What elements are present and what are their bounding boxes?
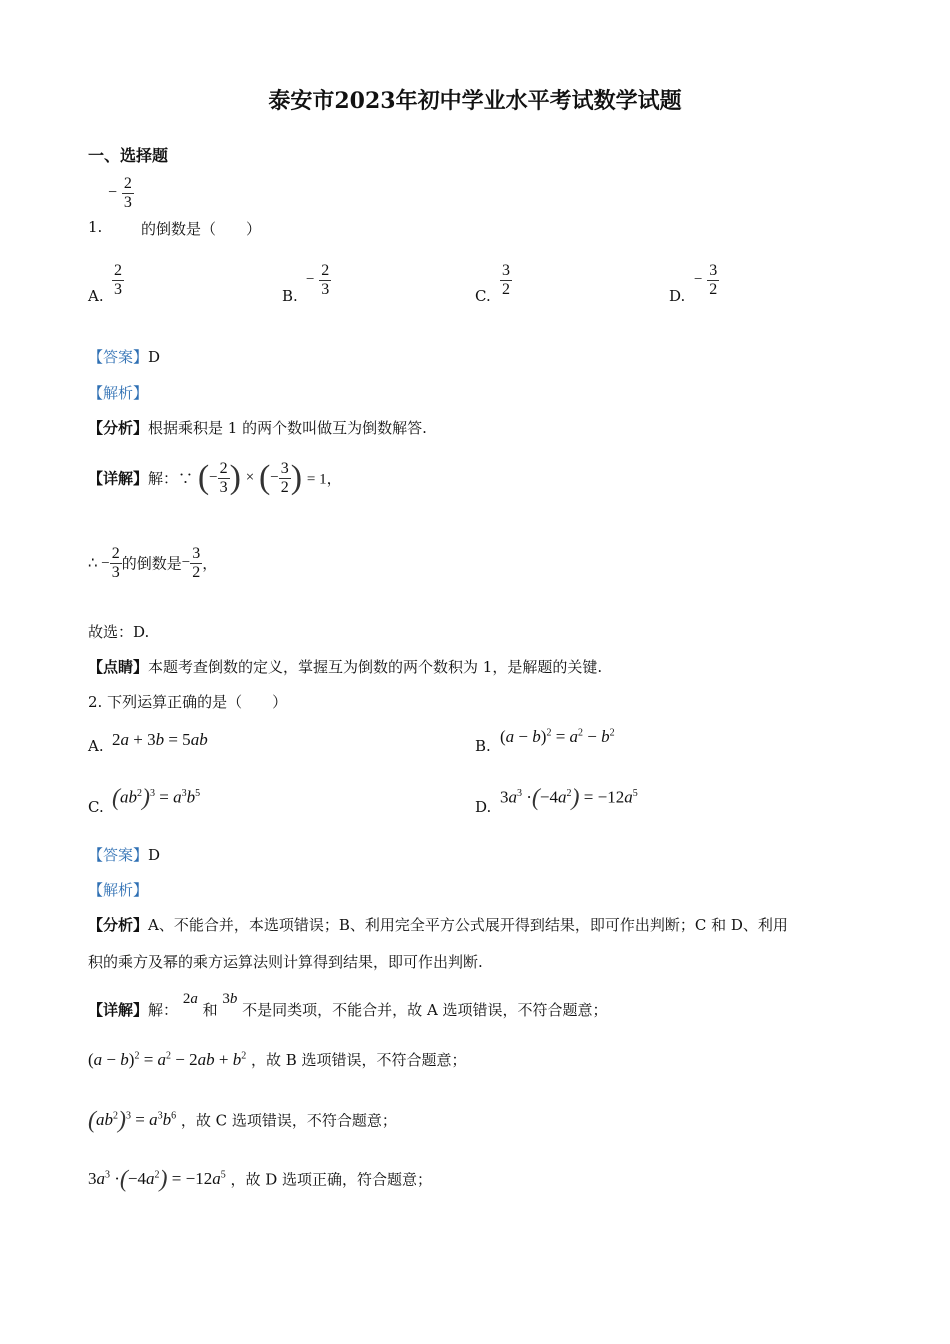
q2-detail-a: 【详解】解： 2a 和 3b 不是同类项，不能合并，故 A 选项错误，不符合题意； [88, 991, 608, 1019]
q1-option-d[interactable]: − $\frac{3}{2}$ [694, 262, 718, 298]
q2-stem: 2. 下列运算正确的是（ ） [88, 693, 288, 711]
q2-detail-c: $(ab^2)^3 = a^3b^6$ ，故 C 选项错误，不符合题意； [88, 1108, 397, 1134]
q2-option-d-label: D. [475, 798, 492, 816]
section-heading: 一、选择题 [88, 146, 169, 165]
q2-option-b[interactable]: $(a - b)^2 = a^2 - b^2$ [500, 727, 615, 746]
q1-option-a-label: A. [88, 287, 104, 305]
q2-option-c-label: C. [88, 798, 104, 816]
q1-comment: 【点睛】本题考查倒数的定义，掌握互为倒数的两个数积为 1，是解题的关键. [88, 658, 603, 676]
q1-detail: 【详解】解：∵ (− $\frac{2}{3}$ ) × (− $\frac{3}{2}$ ) = 1， [88, 459, 342, 496]
q1-choose: 故选：D. [88, 623, 150, 641]
q1-option-d-label: D. [669, 287, 686, 305]
q1-option-c[interactable]: $\frac{3}{2}$ [502, 262, 510, 298]
q1-therefore: ∴ − $\frac{2}{3}$ 的倒数是− $\frac{3}{2}$ ， [88, 545, 218, 581]
q2-option-d[interactable]: $3a^3 \cdot(-4a^2) = -12a^5$ [500, 785, 638, 811]
q2-option-b-label: B. [475, 737, 491, 755]
page-title: 泰安市2023年初中学业水平考试数学试题 [268, 88, 682, 114]
q2-detail-b: $(a - b)^2 = a^2 - 2ab + b^2$ ，故 B 选项错误，不符合题意； [88, 1050, 467, 1069]
q2-option-a[interactable]: 2a + 3b = 5ab [112, 730, 208, 749]
q1-answer: 【答案】D [88, 348, 161, 366]
q2-analysis-tag: 【解析】 [88, 881, 149, 899]
q2-option-c[interactable]: $(ab^2)^3 = a^3b^5$ [112, 785, 201, 811]
q2-option-a-label: A. [88, 737, 104, 755]
q1-number: 1. [88, 218, 103, 236]
q1-fenxi: 【分析】根据乘积是 1 的两个数叫做互为倒数解答. [88, 419, 427, 437]
q1-option-b[interactable]: − $\frac{2}{3}$ [306, 262, 330, 298]
q2-answer: 【答案】D [88, 846, 161, 864]
q1-option-b-label: B. [282, 287, 298, 305]
q2-fenxi-line1: 【分析】A、不能合并，本选项错误；B、利用完全平方公式展开得到结果，即可作出判断；C 和 D、利用 [88, 916, 788, 934]
q1-option-c-label: C. [475, 287, 491, 305]
q1-option-a[interactable]: $\frac{2}{3}$ [114, 262, 122, 298]
q1-stem-fraction: − $\frac{2}{3}$ [108, 175, 132, 211]
q2-fenxi-line2: 积的乘方及幂的乘方运算法则计算得到结果，即可作出判断. [88, 953, 483, 971]
q1-stem-text: 的倒数是（ ） [141, 220, 262, 238]
q2-detail-d: $3a^3 \cdot(-4a^2) = -12a^5$ ，故 D 选项正确，符合题意； [88, 1167, 433, 1193]
q1-analysis-tag: 【解析】 [88, 384, 149, 402]
